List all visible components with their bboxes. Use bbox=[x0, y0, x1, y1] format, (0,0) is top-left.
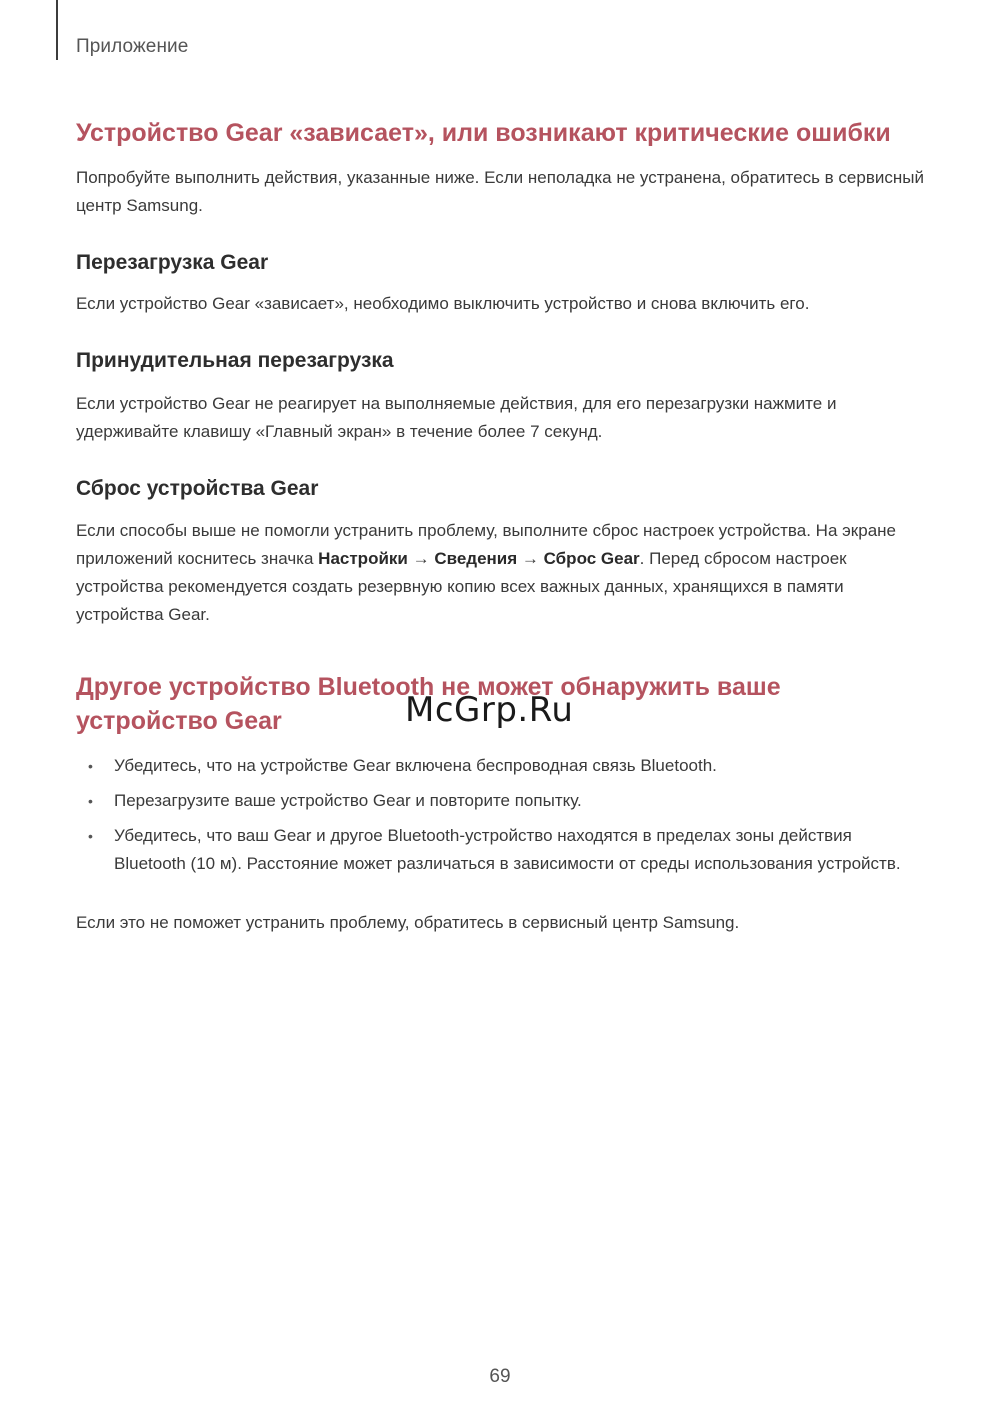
list-item: • Перезагрузите ваше устройство Gear и повторите попытку. bbox=[76, 787, 926, 815]
list-item: • Убедитесь, что на устройстве Gear включена беспроводная связь Bluetooth. bbox=[76, 752, 926, 780]
reset-text-part2: . Перед сбросом настроек устройства рекомендуется создать резервную копию всех важных данных, хранящихся в памяти устройства Gear. bbox=[76, 549, 847, 624]
reboot-text: Если устройство Gear «зависает», необходимо выключить устройство и снова включить его. bbox=[76, 294, 810, 313]
watermark: McGrp.Ru bbox=[405, 690, 574, 730]
header-rule bbox=[56, 0, 58, 60]
page-number: 69 bbox=[489, 1366, 511, 1387]
menu-path-reset: Сброс Gear bbox=[543, 549, 640, 568]
list-item: • Убедитесь, что ваш Gear и другое Bluetooth-устройство находятся в пределах зоны действия Bluetooth (10 м). Расстояние может различаться в зависимости от среды использования устройств. bbox=[76, 822, 926, 878]
reset-text-part1: Если способы выше не помогли устранить проблему, выполните сброс настроек устройства. На экране приложений коснитесь значка bbox=[76, 521, 896, 568]
bullet-icon: • bbox=[88, 793, 93, 809]
menu-path-info: Сведения bbox=[434, 549, 518, 568]
forced-reboot-text: Если устройство Gear не реагирует на выполняемые действия, для его перезагрузки нажмите и удерживайте клавишу «Главный экран» в течение более 7 секунд. bbox=[76, 394, 837, 441]
running-header: Приложение bbox=[76, 36, 189, 57]
troubleshoot-list bbox=[76, 752, 926, 885]
bullet-icon: • bbox=[88, 828, 93, 844]
subsection-title-reboot: Перезагрузка Gear bbox=[76, 251, 269, 274]
bullet-icon: • bbox=[88, 758, 93, 774]
path-arrow: → bbox=[407, 549, 435, 568]
reset-text bbox=[76, 517, 926, 629]
menu-path-settings: Настройки bbox=[318, 549, 408, 568]
path-arrow: → bbox=[517, 549, 544, 568]
section-outro: Если это не поможет устранить проблему, обратитесь в сервисный центр Samsung. bbox=[76, 913, 740, 932]
section-intro: Попробуйте выполнить действия, указанные ниже. Если неполадка не устранена, обратитесь в сервисный центр Samsung. bbox=[76, 168, 924, 215]
subsection-title-reset: Сброс устройства Gear bbox=[76, 477, 319, 500]
section-title-gear-freezes: Устройство Gear «зависает», или возникают критические ошибки bbox=[76, 119, 891, 147]
section-title-bluetooth: Другое устройство Bluetooth не может обнаружить ваше устройство Gear bbox=[76, 673, 781, 735]
subsection-title-forced-reboot: Принудительная перезагрузка bbox=[76, 349, 394, 372]
